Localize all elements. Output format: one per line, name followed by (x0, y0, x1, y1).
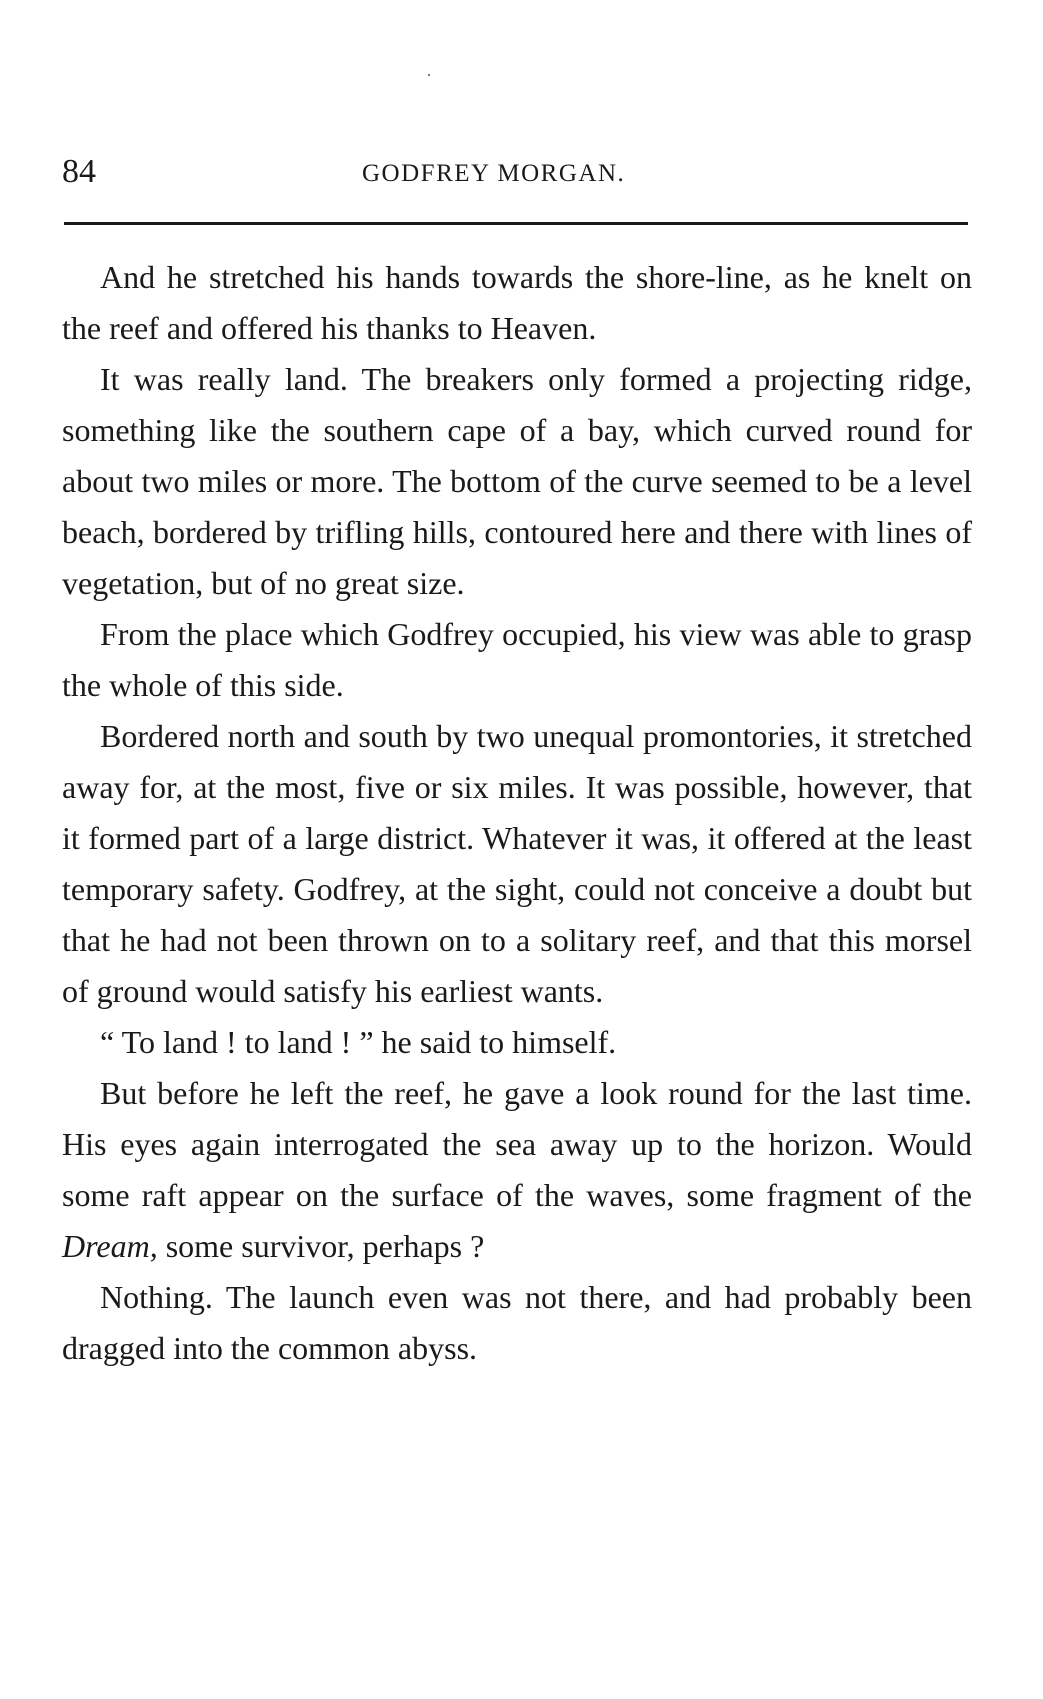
ship-name-italic: Dream, (62, 1228, 158, 1264)
running-head: GODFREY MORGAN. (362, 160, 626, 187)
paragraph-6-text-before: But before he left the reef, he gave a look round for the last time. His eyes again interrogated the sea away up to the horizon. Would some raft appear on the surface of the waves, some fragment of the (62, 1075, 972, 1213)
page-number: 84 (62, 153, 96, 190)
paragraph-6 (62, 1068, 972, 1272)
paragraph-6-text-after: some survivor, perhaps ? (157, 1228, 485, 1264)
print-speck (428, 74, 430, 76)
paragraph-2: It was really land. The breakers only formed a projecting ridge, something like the southern cape of a bay, which curved round for about two miles or more. The bottom of the curve seemed to be a level beach, bordered by trifling hills, contoured here and there with lines of vegetation, but of no great size. (62, 361, 972, 601)
paragraph-3: From the place which Godfrey occupied, his view was able to grasp the whole of this side. (62, 616, 972, 703)
page-header (62, 150, 972, 200)
paragraph-4: Bordered north and south by two unequal promontories, it stretched away for, at the most, five or six miles. It was possible, however, that it formed part of a large district. Whatever it was, it offered at the least temporary safety. Godfrey, at the sight, could not conceive a doubt but that he had not been thrown on to a solitary reef, and that this morsel of ground would satisfy his earliest wants. (62, 718, 972, 1009)
paragraph-5: “ To land ! to land ! ” he said to himself. (100, 1024, 617, 1060)
paragraph-7: Nothing. The launch even was not there, and had probably been dragged into the common abyss. (62, 1279, 972, 1366)
header-rule (64, 222, 968, 225)
paragraph-1: And he stretched his hands towards the shore-line, as he knelt on the reef and offered his thanks to Heaven. (62, 259, 972, 346)
body-text (62, 252, 972, 1374)
